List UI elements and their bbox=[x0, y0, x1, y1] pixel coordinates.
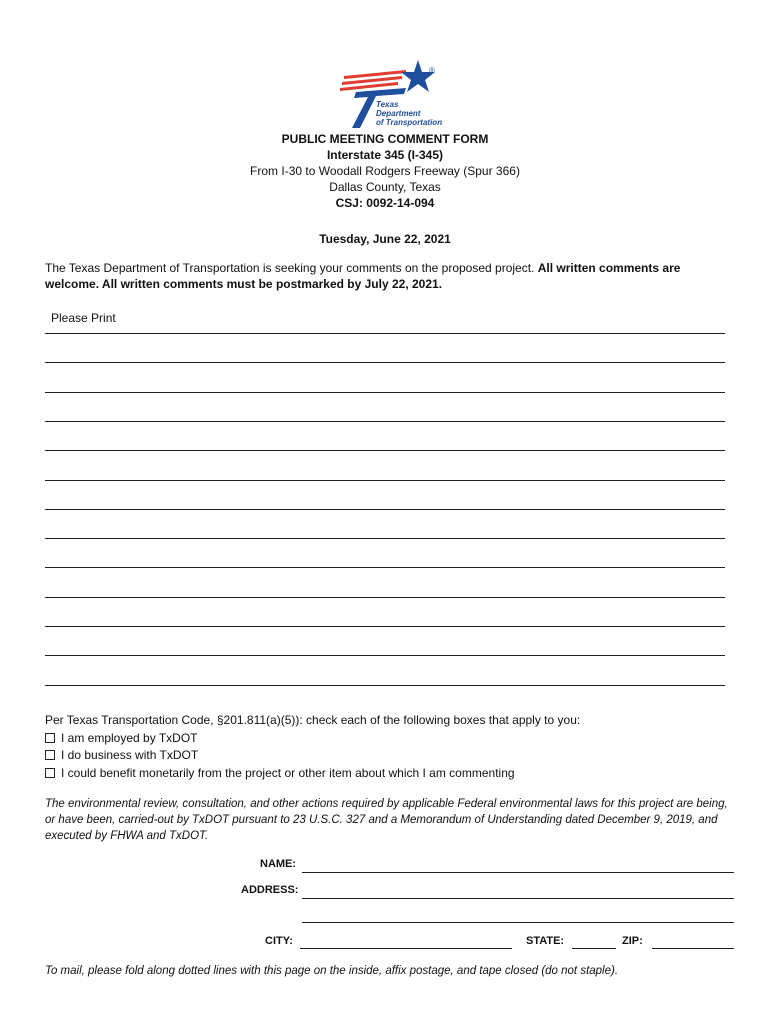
intro-paragraph: The Texas Department of Transportation is seeking your comments on the proposed project. All written comments are welcome. All written comments must be postmarked by July 22, 2021. bbox=[45, 261, 681, 291]
form-title: PUBLIC MEETING COMMENT FORM Interstate 345 (I-345) From I-30 to Woodall Rodgers Freeway (Spur 366) Dallas County, Texas CSJ: 0092-14-094 bbox=[0, 131, 770, 211]
city-label: CITY: bbox=[265, 935, 293, 947]
city-field[interactable] bbox=[300, 948, 512, 949]
comment-line[interactable] bbox=[45, 626, 725, 627]
address-field-line-2[interactable] bbox=[302, 922, 734, 923]
code-statement: Per Texas Transportation Code, §201.811(a)(5)): check each of the following boxes that apply to you: bbox=[45, 713, 581, 727]
csj-number: CSJ: 0092-14-094 bbox=[335, 196, 435, 210]
county: Dallas County, Texas bbox=[329, 180, 441, 194]
checkbox-employed[interactable]: I am employed by TxDOT bbox=[45, 731, 198, 745]
address-field[interactable] bbox=[302, 898, 734, 899]
highway-name: Interstate 345 (I-345) bbox=[326, 148, 444, 162]
please-print-label: Please Print bbox=[51, 311, 116, 325]
mailing-instructions: To mail, please fold along dotted lines with this page on the inside, affix postage, and tape closed (do not staple). bbox=[45, 965, 619, 977]
checkbox-business[interactable]: I do business with TxDOT bbox=[45, 748, 198, 762]
meeting-date: Tuesday, June 22, 2021 bbox=[319, 232, 451, 246]
address-label: ADDRESS: bbox=[241, 884, 299, 896]
checkbox-benefit[interactable]: I could benefit monetarily from the project or other item about which I am commenting bbox=[45, 766, 515, 780]
comment-line[interactable] bbox=[45, 421, 725, 422]
project-limits: From I-30 to Woodall Rodgers Freeway (Spur 366) bbox=[250, 164, 520, 178]
comment-line[interactable] bbox=[45, 333, 725, 334]
comment-line[interactable] bbox=[45, 509, 725, 510]
comment-line[interactable] bbox=[45, 392, 725, 393]
registered-mark: ® bbox=[429, 66, 435, 75]
comment-line[interactable] bbox=[45, 480, 725, 481]
star-icon bbox=[401, 60, 435, 92]
comment-line[interactable] bbox=[45, 450, 725, 451]
comment-line[interactable] bbox=[45, 655, 725, 656]
environmental-statement: The environmental review, consultation, and other actions required by applicable Federal environmental laws for this project are being, or have been, carried-out by TxDOT pursuant to 23 U.S.C. 327 and a Memorandum of Understanding dated December 9, 2019, and executed by FHWA and TxDOT. bbox=[45, 798, 728, 842]
state-label: STATE: bbox=[526, 935, 565, 947]
comment-line[interactable] bbox=[45, 685, 725, 686]
logo-text: Texas Department of Transportation bbox=[376, 100, 443, 127]
comment-line[interactable] bbox=[45, 362, 725, 363]
zip-field[interactable] bbox=[652, 948, 734, 949]
checkbox-icon[interactable] bbox=[45, 750, 55, 760]
comment-line[interactable] bbox=[45, 567, 725, 568]
checkbox-icon[interactable] bbox=[45, 768, 55, 778]
name-label: NAME: bbox=[260, 858, 297, 870]
comment-line[interactable] bbox=[45, 597, 725, 598]
comment-line[interactable] bbox=[45, 538, 725, 539]
state-field[interactable] bbox=[572, 948, 616, 949]
logo-stripes bbox=[340, 70, 406, 91]
checkbox-icon[interactable] bbox=[45, 733, 55, 743]
name-field[interactable] bbox=[302, 872, 734, 873]
zip-label: ZIP: bbox=[622, 935, 643, 947]
